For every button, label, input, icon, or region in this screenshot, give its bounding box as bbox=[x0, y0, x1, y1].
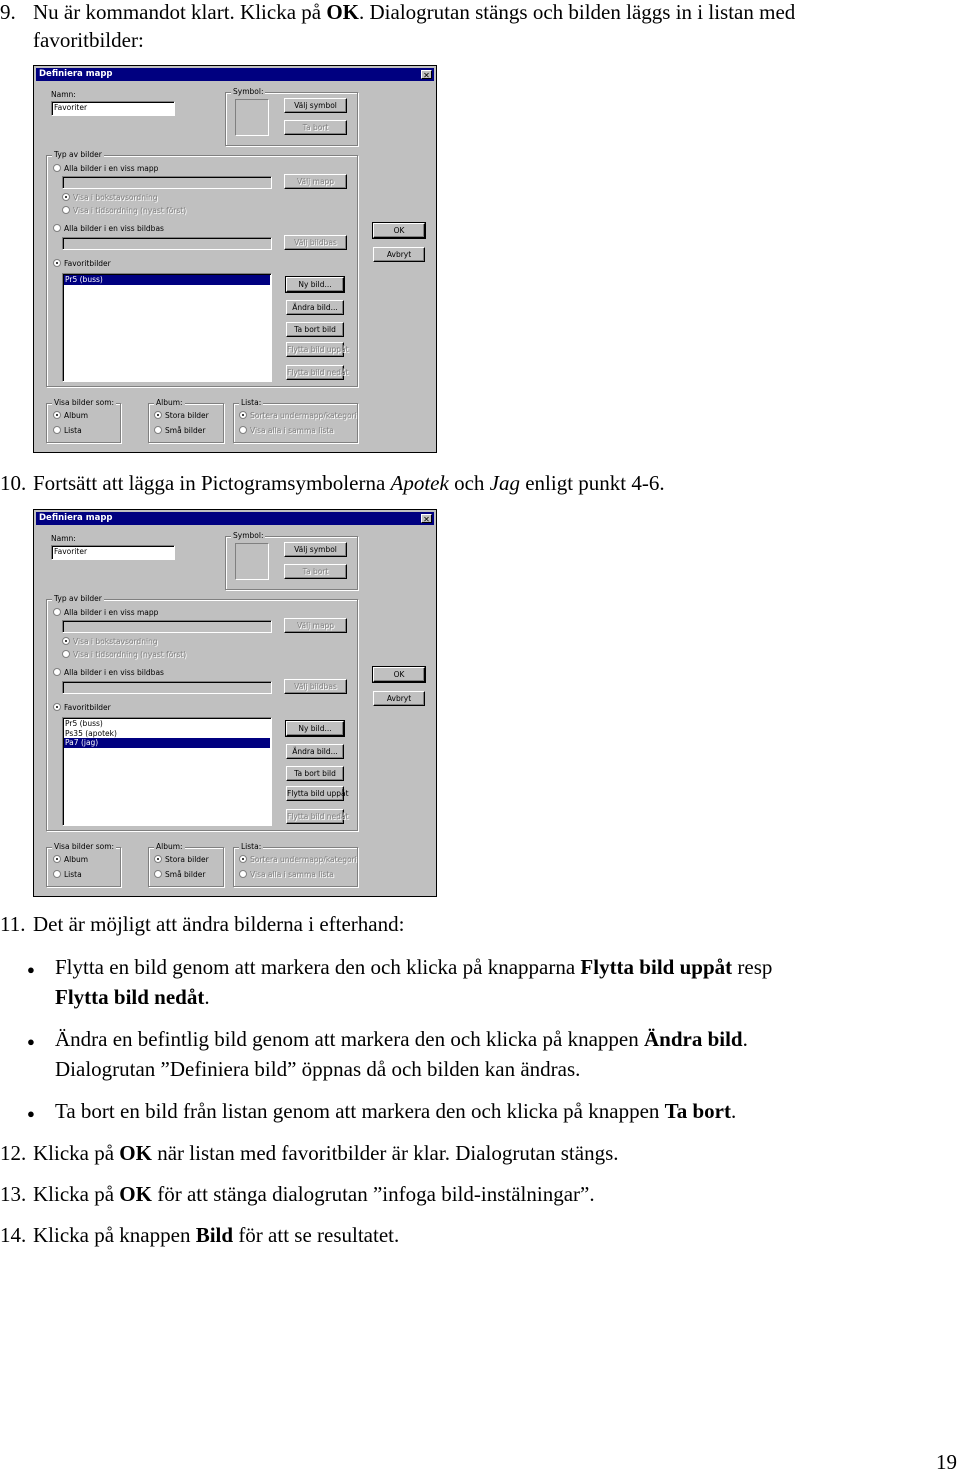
symbol-preview bbox=[235, 543, 269, 580]
name-label: Namn: bbox=[51, 534, 76, 543]
list-group: Lista: bbox=[233, 403, 358, 443]
bullet-1-line2: Flytta bild nedåt. bbox=[55, 985, 210, 1009]
favorites-list[interactable] bbox=[62, 717, 272, 826]
radio-album[interactable]: Album bbox=[53, 855, 88, 864]
move-down-button[interactable]: Flytta bild nedåt bbox=[286, 809, 344, 824]
ok-button[interactable]: OK bbox=[373, 223, 425, 238]
radio-favorites[interactable]: Favoritbilder bbox=[53, 259, 111, 268]
bullet-2: Ändra en befintlig bild genom att markera den och klicka på knappen Ändra bild. bbox=[55, 1027, 748, 1051]
radio-same-list[interactable]: Visa alla i samma lista bbox=[239, 426, 334, 435]
bullet-2-line2: Dialogrutan ”Definiera bild” öppnas då och bilden kan ändras. bbox=[55, 1057, 581, 1081]
step-10 bbox=[0, 471, 665, 496]
step-11 bbox=[0, 912, 405, 937]
step-text: och bbox=[448, 471, 490, 495]
bullet-icon: ● bbox=[27, 1106, 35, 1121]
radio-all-in-folder[interactable]: Alla bilder i en viss mapp bbox=[53, 164, 158, 173]
close-icon[interactable]: ✕ bbox=[421, 514, 432, 523]
step-keyword: Apotek bbox=[390, 471, 449, 495]
move-up-button[interactable]: Flytta bild uppåt bbox=[286, 786, 344, 801]
bullet-icon: ● bbox=[27, 1034, 35, 1049]
radio-time-order[interactable]: Visa i tidsordning (nyast först) bbox=[62, 650, 186, 659]
dialog-title-bar[interactable] bbox=[36, 512, 434, 525]
radio-small-images[interactable]: Små bilder bbox=[154, 870, 205, 879]
choose-symbol-button[interactable]: Välj symbol bbox=[284, 98, 347, 113]
album-group: Album: bbox=[148, 403, 224, 443]
ok-button[interactable]: OK bbox=[373, 667, 425, 682]
radio-large-images[interactable]: Stora bilder bbox=[154, 411, 209, 420]
list-item[interactable]: Pa7 (jag) bbox=[64, 738, 270, 748]
choose-folder-button[interactable]: Välj mapp bbox=[284, 618, 347, 633]
radio-all-in-folder[interactable]: Alla bilder i en viss mapp bbox=[53, 608, 158, 617]
edit-image-button[interactable]: Ändra bild... bbox=[286, 300, 344, 315]
folder-path-field[interactable] bbox=[62, 176, 272, 189]
delete-image-button[interactable]: Ta bort bild bbox=[286, 322, 344, 337]
cancel-button[interactable]: Avbryt bbox=[373, 691, 425, 706]
folder-path-field[interactable] bbox=[62, 620, 272, 633]
step-9-line2: favoritbilder: bbox=[33, 28, 144, 52]
bullet-1: Flytta en bild genom att markera den och klicka på knapparna Flytta bild uppåt resp bbox=[55, 955, 773, 979]
step-text: Det är möjligt att ändra bilderna i efterhand: bbox=[33, 912, 405, 936]
radio-sort-subfolder[interactable]: Sortera undermapp/kategori bbox=[239, 855, 357, 864]
dialog-title-bar[interactable] bbox=[36, 68, 434, 81]
remove-symbol-button[interactable]: Ta bort bbox=[284, 564, 347, 579]
step-text: Nu är kommandot klart. Klicka på bbox=[33, 0, 327, 24]
album-group: Album: bbox=[148, 847, 224, 887]
name-label: Namn: bbox=[51, 90, 76, 99]
radio-list[interactable]: Lista bbox=[53, 426, 82, 435]
step-number: 11. bbox=[0, 912, 26, 936]
definiera-mapp-dialog bbox=[33, 65, 437, 453]
radio-sort-subfolder[interactable]: Sortera undermapp/kategori bbox=[239, 411, 357, 420]
page-number: 19 bbox=[936, 1450, 957, 1474]
choose-database-button[interactable]: Välj bildbas bbox=[284, 679, 347, 694]
image-type-group-label: Typ av bilder bbox=[54, 594, 102, 603]
move-up-button[interactable]: Flytta bild uppåt bbox=[286, 342, 344, 357]
name-field[interactable]: Favoriter bbox=[51, 101, 175, 116]
choose-database-button[interactable]: Välj bildbas bbox=[284, 235, 347, 250]
step-12: 12. Klicka på OK när listan med favoritbilder är klar. Dialogrutan stängs. bbox=[0, 1141, 619, 1165]
close-icon[interactable]: ✕ bbox=[421, 70, 432, 79]
step-text: enligt punkt 4-6. bbox=[519, 471, 665, 495]
dialog-title: Definiera mapp bbox=[39, 69, 113, 79]
symbol-group-label: Symbol: bbox=[233, 531, 264, 540]
radio-large-images[interactable]: Stora bilder bbox=[154, 855, 209, 864]
name-field[interactable]: Favoriter bbox=[51, 545, 175, 560]
step-number: 10. bbox=[0, 471, 27, 495]
choose-folder-button[interactable]: Välj mapp bbox=[284, 174, 347, 189]
edit-image-button[interactable]: Ändra bild... bbox=[286, 744, 344, 759]
radio-all-in-database[interactable]: Alla bilder i en viss bildbas bbox=[53, 668, 164, 677]
radio-alphabetical[interactable]: Visa i bokstavsordning bbox=[62, 193, 158, 202]
radio-time-order[interactable]: Visa i tidsordning (nyast först) bbox=[62, 206, 186, 215]
radio-all-in-database[interactable]: Alla bilder i en viss bildbas bbox=[53, 224, 164, 233]
list-group: Lista: bbox=[233, 847, 358, 887]
favorites-list[interactable] bbox=[62, 273, 272, 382]
radio-album[interactable]: Album bbox=[53, 411, 88, 420]
step-keyword: OK bbox=[326, 0, 360, 24]
list-item[interactable]: Pr5 (buss) bbox=[64, 275, 270, 285]
delete-image-button[interactable]: Ta bort bild bbox=[286, 766, 344, 781]
radio-list[interactable]: Lista bbox=[53, 870, 82, 879]
image-type-group-label: Typ av bilder bbox=[54, 150, 102, 159]
radio-alphabetical[interactable]: Visa i bokstavsordning bbox=[62, 637, 158, 646]
choose-symbol-button[interactable]: Välj symbol bbox=[284, 542, 347, 557]
bullet-3: Ta bort en bild från listan genom att markera den och klicka på knappen Ta bort. bbox=[55, 1099, 737, 1123]
step-9 bbox=[0, 0, 796, 25]
step-number: 9. bbox=[0, 0, 16, 24]
new-image-button[interactable]: Ny bild... bbox=[286, 721, 344, 736]
symbol-group-label: Symbol: bbox=[233, 87, 264, 96]
radio-same-list[interactable]: Visa alla i samma lista bbox=[239, 870, 334, 879]
radio-small-images[interactable]: Små bilder bbox=[154, 426, 205, 435]
remove-symbol-button[interactable]: Ta bort bbox=[284, 120, 347, 135]
database-path-field[interactable] bbox=[62, 681, 272, 694]
step-text: . Dialogrutan stängs och bilden läggs in i listan med bbox=[359, 0, 796, 24]
step-13: 13. Klicka på OK för att stänga dialogrutan ”infoga bild-instälningar”. bbox=[0, 1182, 595, 1206]
list-item[interactable]: Pr5 (buss) bbox=[65, 719, 103, 728]
show-as-group: Visa bilder som: bbox=[46, 847, 121, 887]
cancel-button[interactable]: Avbryt bbox=[373, 247, 425, 262]
move-down-button[interactable]: Flytta bild nedåt bbox=[286, 365, 344, 380]
step-text: Fortsätt att lägga in Pictogramsymbolerna bbox=[33, 471, 391, 495]
show-as-group: Visa bilder som: bbox=[46, 403, 121, 443]
step-14: 14. Klicka på knappen Bild för att se resultatet. bbox=[0, 1223, 400, 1247]
step-keyword: Jag bbox=[489, 471, 520, 495]
database-path-field[interactable] bbox=[62, 237, 272, 250]
dialog-title: Definiera mapp bbox=[39, 513, 113, 523]
radio-favorites[interactable]: Favoritbilder bbox=[53, 703, 111, 712]
definiera-mapp-dialog bbox=[33, 509, 437, 897]
symbol-preview bbox=[235, 99, 269, 136]
new-image-button[interactable]: Ny bild... bbox=[286, 277, 344, 292]
list-item[interactable]: Ps35 (apotek) bbox=[65, 728, 117, 738]
bullet-icon: ● bbox=[27, 962, 35, 977]
